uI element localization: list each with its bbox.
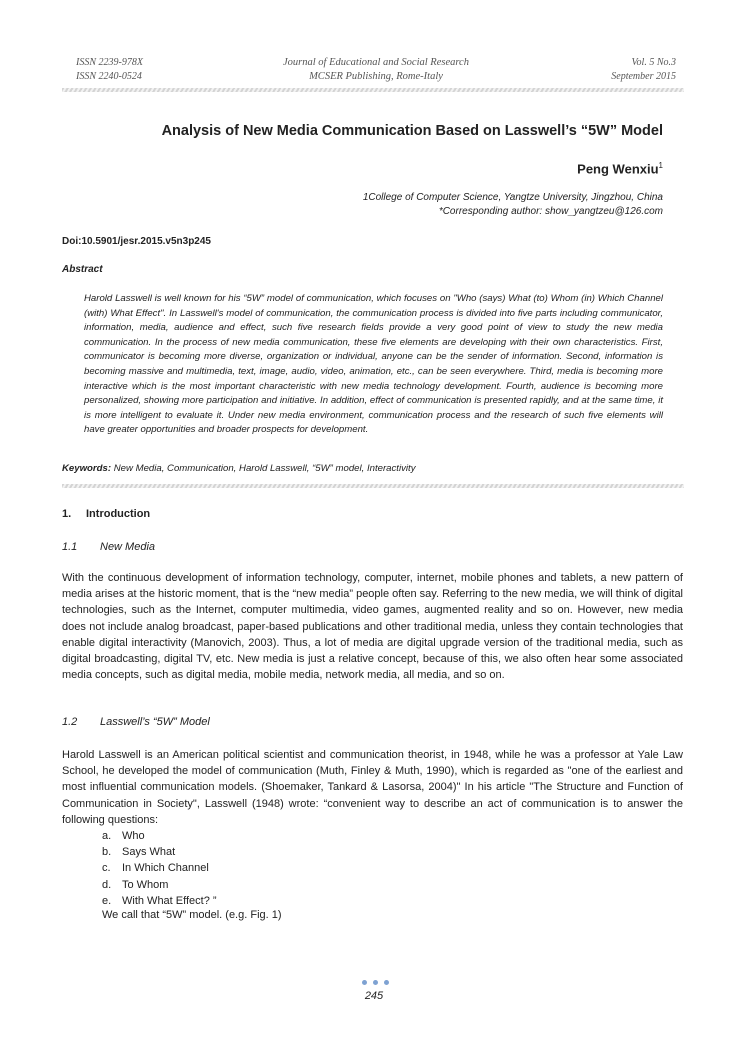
list-item: [102, 860, 217, 876]
subsection-number: 1.2: [62, 716, 78, 728]
issue-block: [611, 56, 676, 84]
paragraph-5w-model: Harold Lasswell is an American political scientist and communication theorist, in 1948, while he was a professor at Yale Law School, he developed the model of communication (Muth, Finley & Muth, 1990), which is regarded as "one of the earliest and most influential communication models. (Shoemaker, Tankard & Lasorsa, 2004)" In his article "The Structure and Function of Communication in Society", Lasswell (1948) wrote: “convenient way to describe an act of communication is to answer the following questions:: [62, 749, 683, 826]
list-marker: b.: [102, 846, 112, 859]
list-text: Says What: [122, 846, 176, 859]
questions-list: [102, 828, 217, 909]
keywords-label: Keywords:: [62, 463, 112, 474]
list-item: [102, 893, 217, 909]
paragraph-new-media: With the continuous development of information technology, computer, internet, mobile phones and tablets, a new pattern of media arises at the historic moment, that is the “new media” people often say. Referring to the new media, we will think of digital technologies, such as the Internet, computer multimedia, video games, augmented reality and so on. However, new media does not include analog broadcast, paper-based publications and other traditional media, unless they contain technologies that enable digital interactivity (Manovich, 2003). Thus, a lot of media are digital upgrade version of the traditional media, such as digital broadcasting, digital TV, etc. New media is just a relative concept, because of this, we also often hear some associated media concepts, such as digital media, mobile media, network media, all media, and so on.: [62, 572, 683, 682]
author-sup: 1: [658, 161, 663, 170]
list-item: [102, 844, 217, 860]
page-number: 245: [364, 990, 384, 1002]
affiliation-block: [62, 191, 663, 219]
header-divider: [62, 88, 684, 92]
author-name: Peng Wenxiu: [577, 161, 659, 177]
corresponding-author: *Corresponding author: show_yangtzeu@126.com: [438, 206, 663, 217]
volume: Vol. 5 No.3: [631, 57, 676, 68]
publisher: MCSER Publishing, Rome-Italy: [309, 71, 443, 82]
list-marker: e.: [102, 894, 112, 907]
list-marker: c.: [102, 862, 111, 875]
abstract-heading: Abstract: [62, 264, 103, 275]
list-text: With What Effect? ”: [122, 894, 217, 907]
running-header: [76, 56, 676, 90]
list-item: [102, 828, 217, 844]
list-marker: a.: [102, 830, 112, 842]
author: [62, 161, 663, 176]
list-text: In Which Channel: [122, 862, 209, 875]
list-text: Who: [122, 830, 145, 842]
section-number: 1.: [62, 508, 72, 520]
footer-dots-icon: [362, 980, 389, 985]
list-item: [102, 877, 217, 893]
list-text: To Whom: [122, 878, 169, 891]
affiliation: 1College of Computer Science, Yangtze University, Jingzhou, China: [362, 192, 663, 203]
issn-online: ISSN 2240-0524: [76, 71, 142, 82]
keywords: [62, 463, 416, 474]
list-marker: d.: [102, 878, 112, 891]
journal-block: [76, 56, 676, 84]
section-title: Introduction: [86, 508, 151, 520]
journal-name: Journal of Educational and Social Research: [283, 57, 469, 68]
keywords-value: New Media, Communication, Harold Lasswell, “5W” model, Interactivity: [113, 463, 416, 474]
subsection-heading-new-media: [62, 541, 155, 553]
subsection-heading-5w-model: [62, 716, 210, 728]
abstract-divider: [62, 484, 684, 488]
subsection-title: New Media: [100, 541, 156, 553]
subsection-number: 1.1: [62, 541, 78, 553]
issue-date: September 2015: [611, 71, 676, 82]
abstract-text: Harold Lasswell is well known for his “5W” model of communication, which focuses on "Who (says) What (to) Whom (in) Which Channel (with) What Effect". In Lasswell's model of communication, the communication process is divided into five parts including communicator, information, media, audience and effect, such five research fields provide a very good point of view to study the new media communication. In the process of new media communication, these five elements are developing with their own characteristics. First, communicator is becoming more diverse, organization or individual, anyone can be the sender of information. Second, information is becoming massive and multimedia, text, image, audio, video, animation, etc., can be seen everywhere. Third, media is becoming more interactive which is the most important characteristic with new media technology development. Fourth, audience is becoming more personalized, showing more participation and initiative. In addition, effect of communication is presented rapidly, and at the same time, it is more intelligent to evaluate it. Under new media environment, communication process and the research of such five elements will have greater opportunities and broader prospects for development.: [84, 293, 663, 436]
doi: Doi:10.5901/jesr.2015.v5n3p245: [62, 236, 211, 247]
figure-reference: We call that “5W” model. (e.g. Fig. 1): [102, 909, 282, 921]
issn-print: ISSN 2239-978X: [76, 57, 143, 68]
section-heading-introduction: [62, 508, 150, 520]
subsection-title: Lasswell’s “5W” Model: [100, 716, 210, 728]
paper-title: Analysis of New Media Communication Based on Lasswell’s “5W” Model: [161, 123, 663, 139]
